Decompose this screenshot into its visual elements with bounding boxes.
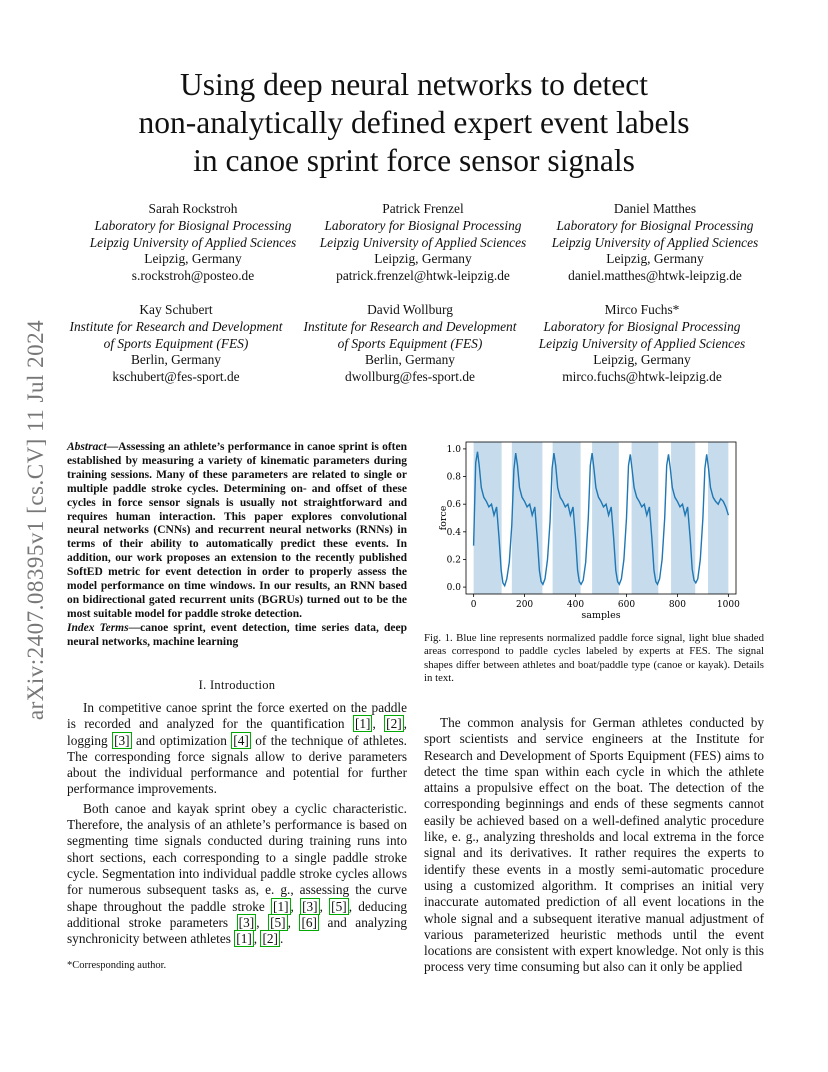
section-heading: I. Introduction — [198, 678, 276, 692]
citation-link[interactable]: [1] — [236, 931, 252, 947]
title-line: in canoe sprint force sensor signals — [193, 143, 635, 178]
citation-link[interactable]: [3] — [302, 898, 318, 914]
author-affiliation: Laboratory for Biosignal Processing — [556, 217, 754, 233]
author-email[interactable]: s.rockstroh@posteo.de — [131, 268, 255, 284]
text-run: , logging — [67, 716, 407, 748]
author-city: Berlin, Germany — [131, 352, 221, 368]
y-tick-label: 0.6 — [446, 500, 461, 511]
paragraph: The common analysis for German athletes conducted by sport scientists and service engineers at the Institute for Research and Development of Sports Equipment (FES) aims to detect the time span within each cycle in which the athlete attains a propulsive effect on the boat. The detection of the corresponding beginnings and ends of these segments cannot easily be achieved based on a well-defined analytic procedure like, e. g., analyzing thresholds and local extrema in the force signal and its derivatives. It rather requires the experts to identify these events in a mostly semi-automatic procedure using a customized algorithm. It comprises an initial very inaccurate automated prediction of all event locations in the whole signal and a subsequent iterative manual adjustment of various parameterized heuristic methods until the event locations are consistent with expert knowledge. Not only is this process very time consuming but also can it only be applied — [424, 715, 764, 975]
arxiv-sidebar-stamp — [22, 280, 50, 760]
abstract-label: Abstract — [67, 441, 107, 453]
text-run: In competitive canoe sprint the force exerted on the paddle is recorded and analyzed for the quantification — [67, 700, 407, 732]
title-line: Using deep neural networks to detect — [180, 67, 648, 102]
author-name: Daniel Matthes — [613, 201, 697, 216]
author-block — [64, 302, 288, 386]
author-name: David Wollburg — [367, 302, 453, 317]
labeled-cycle-span — [592, 442, 619, 594]
paragraph — [67, 700, 407, 798]
y-tick-label: 0.0 — [446, 583, 461, 594]
intro-right-column — [424, 715, 764, 979]
author-block — [82, 201, 304, 285]
x-tick-label: 200 — [515, 600, 534, 610]
author-city: Leipzig, Germany — [374, 251, 472, 267]
author-name: Patrick Frenzel — [382, 201, 464, 216]
author-email[interactable]: daniel.matthes@htwk-leipzig.de — [568, 268, 742, 284]
labeled-cycle-span — [708, 442, 728, 594]
text-run: , — [256, 914, 269, 930]
author-affiliation: Institute for Research and Development — [303, 318, 517, 334]
text-run: , — [372, 716, 385, 732]
author-email[interactable]: dwollburg@fes-sport.de — [345, 369, 475, 385]
author-email[interactable]: kschubert@fes-sport.de — [112, 369, 240, 385]
citation-link[interactable]: [3] — [238, 914, 255, 930]
author-affiliation: Leipzig University of Applied Sciences — [551, 234, 759, 250]
author-email[interactable]: patrick.frenzel@htwk-leipzig.de — [336, 268, 510, 284]
footnote: *Corresponding author. — [67, 960, 167, 971]
author-name: Kay Schubert — [139, 302, 213, 317]
author-affiliation: Leipzig University of Applied Sciences — [319, 234, 527, 250]
author-name: Mirco Fuchs* — [604, 302, 680, 317]
paragraph — [67, 801, 407, 948]
labeled-cycle-span — [671, 442, 695, 594]
author-block — [298, 302, 522, 386]
y-tick-label: 0.4 — [446, 527, 461, 538]
text-run: Both canoe and kayak sprint obey a cyclic characteristic. Therefore, the analysis of an athlete’s performance is based on segmenting time signals conducted during training runs into short sections, each corresponding to a single paddle stroke cycle. Segmentation into individual paddle stroke cycles allows for numerous subsequent tasks as, e. g., assessing the curve shape throughout the paddle stroke — [67, 800, 407, 914]
x-axis-label: samples — [581, 610, 621, 621]
index-terms — [67, 622, 407, 650]
citation-link[interactable]: [1] — [354, 716, 371, 732]
author-affiliation: of Sports Equipment (FES) — [103, 335, 249, 351]
x-tick-label: 600 — [617, 600, 636, 610]
citation-link[interactable]: [6] — [301, 914, 317, 930]
text-run: , — [287, 914, 300, 930]
author-affiliation: of Sports Equipment (FES) — [337, 335, 483, 351]
x-tick-label: 1000 — [716, 600, 740, 610]
author-city: Leipzig, Germany — [144, 251, 242, 267]
citation-link[interactable]: [2] — [386, 716, 402, 732]
citation-link[interactable]: [2] — [262, 931, 278, 947]
author-affiliation: Laboratory for Biosignal Processing — [543, 318, 741, 334]
x-tick-label: 400 — [566, 600, 585, 610]
citation-link[interactable]: [4] — [233, 732, 249, 748]
y-tick-label: 0.2 — [446, 555, 461, 566]
text-run: . — [279, 931, 284, 947]
y-tick-label: 1.0 — [446, 444, 461, 455]
y-axis-label: force — [438, 505, 449, 531]
citation-link[interactable]: [5] — [331, 898, 347, 914]
abstract-paragraph — [67, 441, 407, 622]
labeled-cycle-span — [512, 442, 543, 594]
author-affiliation: Laboratory for Biosignal Processing — [94, 217, 292, 233]
author-block — [312, 201, 534, 285]
text-run: of the technique of athletes. The corresponding force signals allow to derive parameters about the individual performance and potential for further performance improvements. — [67, 732, 407, 797]
intro-left-column — [67, 700, 407, 950]
force-chart — [424, 436, 769, 626]
author-name: Sarah Rockstroh — [148, 201, 238, 216]
title-line: non-analytically defined expert event labels — [138, 105, 690, 140]
author-affiliation: Institute for Research and Development — [69, 318, 283, 334]
figure-1 — [424, 436, 769, 626]
author-city: Leipzig, Germany — [593, 352, 691, 368]
index-terms-label: Index Terms — [67, 621, 129, 634]
paper-title — [60, 66, 768, 180]
figure-caption: Fig. 1. Blue line represents normalized paddle force signal, light blue shaded areas correspond to paddle cycles labeled by experts at FES. The signal shapes differ between athletes and boat/paddle type (canoe or kayak). Details in text. — [424, 632, 764, 685]
author-affiliation: Laboratory for Biosignal Processing — [324, 217, 522, 233]
labeled-cycle-span — [553, 442, 581, 594]
arxiv-id: arXiv:2407.08395v1 [cs.CV] 11 Jul 2024 — [23, 319, 48, 721]
x-tick-label: 0 — [470, 600, 477, 610]
x-tick-label: 800 — [668, 600, 687, 610]
text-run: , deducing additional stroke parameters — [67, 898, 407, 930]
text-run: , — [253, 931, 261, 947]
author-affiliation: Leipzig University of Applied Sciences — [89, 234, 297, 250]
abstract-text: —Assessing an athlete’s performance in canoe sprint is often established by measuring a variety of kinematic parameters during training sessions. Many of these parameters are related to single or multiple paddle stroke cycles. Determining on- and offset of these cycles in force sensor signals is usually not straightforward and requires human interaction. This paper explores convolutional neural networks (CNNs) and recurrent neural networks (RNNs) in terms of their ability to automatically predict these events. In addition, our work proposes an extension to the recently published SoftED metric for event detection in order to properly assess the model performance on time windows. In our results, an RNN based on bidirectional gated recurrent units (BGRUs) turned out to be the most suitable model for paddle stroke detection. — [67, 441, 407, 620]
author-city: Berlin, Germany — [365, 352, 455, 368]
text-run: , — [290, 898, 301, 914]
author-city: Leipzig, Germany — [606, 251, 704, 267]
citation-link[interactable]: [5] — [270, 914, 286, 930]
author-affiliation: Leipzig University of Applied Sciences — [538, 335, 746, 351]
citation-link[interactable]: [1] — [273, 898, 289, 914]
author-email[interactable]: mirco.fuchs@htwk-leipzig.de — [562, 369, 722, 385]
index-terms-text: —canoe sprint, event detection, time series data, deep neural networks, machine learning — [67, 621, 407, 648]
citation-link[interactable]: [3] — [114, 732, 130, 748]
author-block — [530, 302, 754, 386]
y-tick-label: 0.8 — [446, 472, 461, 483]
author-block — [544, 201, 766, 285]
text-run: , — [319, 898, 330, 914]
text-run: and optimization — [131, 732, 232, 748]
abstract — [67, 441, 407, 650]
text-run: and analyzing synchronicity between athletes — [67, 914, 407, 947]
